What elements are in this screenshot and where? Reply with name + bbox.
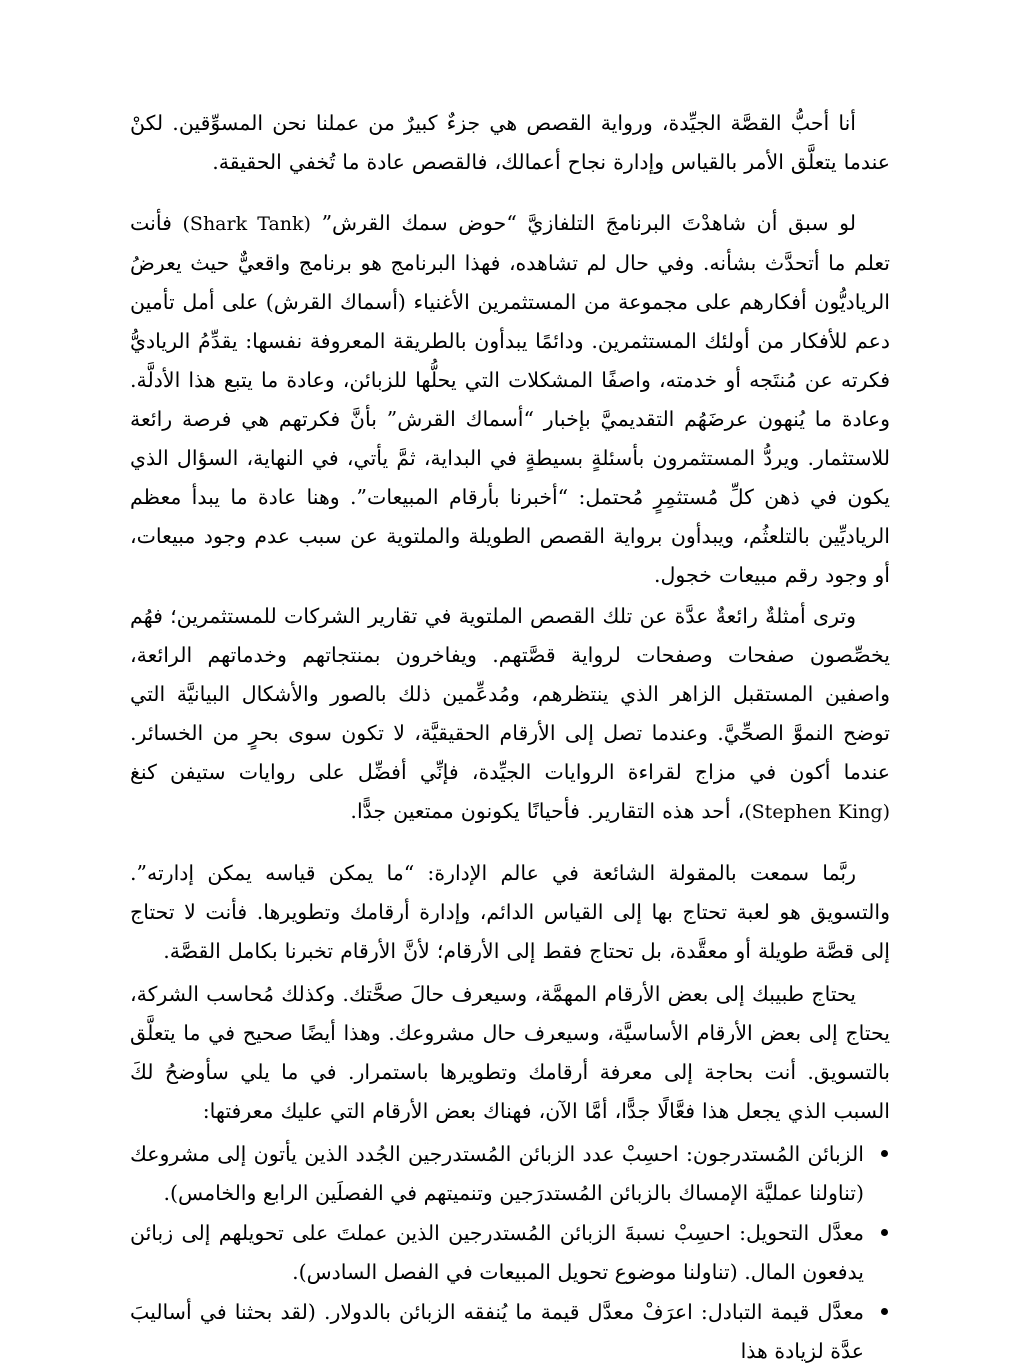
- document-body: [130, 104, 890, 1371]
- list-item-text: الزبائن المُستدرجون: احسِبْ عدد الزبائن المُستدرجين الجُدد الذين يأتون إلى مشروعك (تناولنا عمليَّة الإمساك بالزبائن المُستدرَجين وتنميتهم في الفصلَين الرابع والخامس).: [130, 1142, 864, 1205]
- paragraph-spacer: [130, 832, 890, 854]
- bullet-point-icon: [881, 1150, 888, 1157]
- bullet-point-icon: [881, 1308, 888, 1315]
- paragraph-3-text-b: ، أحد هذه التقارير. فأحيانًا يكونون ممتعين جدًّا.: [350, 799, 745, 823]
- list-item-text: معدَّل قيمة التبادل: اعرَفْ معدَّل قيمة ما يُنفقه الزبائن بالدولار. (لقد بحثنا في أساليبَ عدَّة لزيادة هذا: [130, 1300, 864, 1363]
- paragraph-2: [130, 204, 890, 595]
- paragraph-1: أنا أحبُّ القصَّة الجيِّدة، ورواية القصص هي جزءٌ كبيرٌ من عملنا نحن المسوِّقين. لكنْ عندما يتعلَّق الأمر بالقياس وإدارة نجاح أعمالك، فالقصص عادة ما تُخفي الحقيقة.: [130, 111, 890, 174]
- list-item: [130, 1214, 890, 1292]
- stephen-king-latin-name: (Stephen King): [744, 801, 890, 823]
- paragraph-2-text-a: لو سبق أن شاهدْتَ البرنامجَ التلفازيَّ “حوض سمك القرش”: [310, 211, 856, 235]
- list-item: [130, 1135, 890, 1213]
- metrics-bullet-list: [130, 1135, 890, 1371]
- paragraph-4: ربَّما سمعت بالمقولة الشائعة في عالم الإدارة: “ما يمكن قياسه يمكن إدارته”. والتسويق هو لعبة تحتاج بها إلى القياس الدائم، وإدارة أرقامك وتطويرها. فأنت لا تحتاج إلى قصَّة طويلة أو معقَّدة، بل تحتاج فقط إلى الأرقام؛ لأنَّ الأرقام تخبرنا بكامل القصَّة.: [130, 861, 890, 963]
- paragraph-spacer: [130, 182, 890, 204]
- paragraph-2-text-b: فأنت تعلم ما أتحدَّث بشأنه. وفي حال لم تشاهده، فهذا البرنامج هو برنامج واقعيٌّ حيث يعرضُ الرياديُّون أفكارهم على مجموعة من المستثمرين الأغنياء (أسماك القرش) على أمل تأمين دعم للأفكار من أولئك المستثمرين. ودائمًا يبدأون بالطريقة المعروفة نفسها: يقدِّمُ الرياديُّ فكرته عن مُنتَجه أو خدمته، واصفًا المشكلات التي يحلُّها للزبائن، وعادة ما يتبع هذا الأدلَّة. وعادة ما يُنهون عرضَهُم التقديميَّ بإخبار “أسماك القرش” بأنَّ فكرتهم هي فرصة رائعة للاستثمار. ويردُّ المستثمرون بأسئلةٍ بسيطةٍ في البداية، ثمَّ يأتي، في النهاية، السؤال الذي يكون في ذهن كلِّ مُستثمِرٍ مُحتمل: “أخبرنا بأرقام المبيعات”. وهنا عادة ما يبدأ معظم الرياديِّين بالتلعثُم، ويبدأون برواية القصص الطويلة والملتوية عن سبب عدم وجود مبيعات، أو وجود رقم مبيعات خجول.: [130, 211, 890, 587]
- paragraph-5: يحتاج طبيبك إلى بعض الأرقام المهمَّة، وسيعرف حالَ صحَّتك. وكذلك مُحاسب الشركة، يحتاج إلى بعض الأرقام الأساسيَّة، وسيعرف حال مشروعك. وهذا أيضًا صحيح في ما يتعلَّق بالتسويق. أنت بحاجة إلى معرفة أرقامك وتطويرها باستمرار. في ما يلي سأوضحُ لكَ السبب الذي يجعل هذا فعَّالًا جدًّا، أمَّا الآن، فهناك بعض الأرقام التي عليك معرفتها:: [130, 982, 890, 1123]
- list-item: [130, 1293, 890, 1371]
- bullet-point-icon: [881, 1229, 888, 1236]
- shark-tank-latin-title: (Shark Tank): [182, 213, 311, 235]
- paragraph-3-text-a: وترى أمثلةٌ رائعةٌ عدَّة عن تلك القصص الملتوية في تقارير الشركات للمستثمرين؛ فهُم يخصِّصون صفحات وصفحات لرواية قصَّتهم. ويفاخرون بمنتجاتهم وخدماتهم الرائعة، واصفين المستقبل الزاهر الذي ينتظرهم، ومُدعِّمين ذلك بالصور والأشكال البيانيَّة التي توضح النموَّ الصحِّيَّ. وعندما تصل إلى الأرقام الحقيقيَّة، لا تكون سوى بحرٍ من الخسائر. عندما أكون في مزاج لقراءة الروايات الجيِّدة، فإنِّي أفضِّل على روايات ستيفن كنغ: [130, 604, 890, 784]
- list-item-text: معدَّل التحويل: احسِبْ نسبةَ الزبائن المُستدرجين الذين عملتَ على تحويلهم إلى زبائن يدفعون المال. (تناولنا موضوع تحويل المبيعات في الفصل السادس).: [130, 1221, 864, 1284]
- paragraph-3: [130, 597, 890, 832]
